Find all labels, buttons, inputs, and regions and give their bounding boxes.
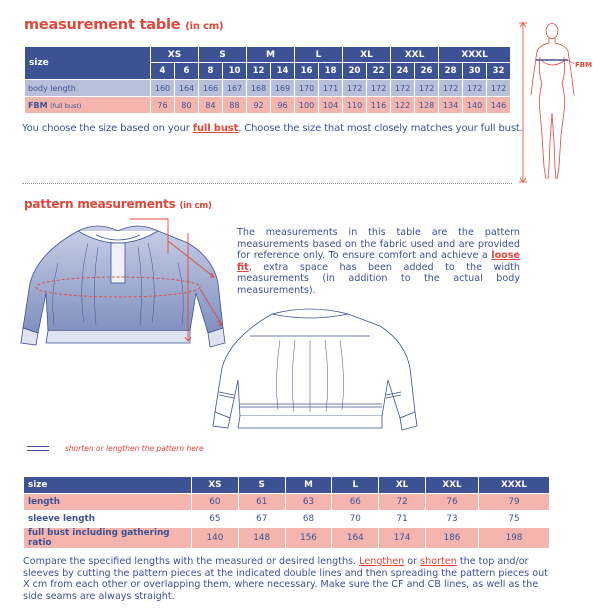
- pattern-value-cell: 148: [238, 528, 285, 549]
- size-column-header: S: [238, 477, 285, 494]
- body-length-cell: 160: [151, 80, 175, 97]
- pattern-value-cell: 65: [192, 511, 239, 528]
- fbm-cell: 104: [319, 97, 343, 114]
- measurement-table: [24, 46, 511, 114]
- shorten-link[interactable]: shorten: [420, 556, 457, 567]
- pattern-value-cell: 198: [479, 528, 550, 549]
- size-number: 24: [391, 63, 415, 80]
- pattern-value-cell: 186: [425, 528, 478, 549]
- body-length-cell: 172: [463, 80, 487, 97]
- body-length-cell: 172: [487, 80, 511, 97]
- size-number: 18: [319, 63, 343, 80]
- fbm-cell: 128: [415, 97, 439, 114]
- pattern-value-cell: 68: [285, 511, 332, 528]
- body-length-cell: 172: [439, 80, 463, 97]
- size-number: 26: [415, 63, 439, 80]
- double-lines-icon: [27, 446, 49, 451]
- row-label-fbm: FBM (full bust): [25, 97, 151, 114]
- pattern-value-cell: 76: [425, 494, 478, 511]
- body-length-cell: 164: [175, 80, 199, 97]
- size-number: 4: [151, 63, 175, 80]
- size-number: 32: [487, 63, 511, 80]
- full-bust-link[interactable]: full bust: [192, 123, 239, 134]
- pattern-value-cell: 174: [379, 528, 426, 549]
- body-length-cell: 172: [367, 80, 391, 97]
- row-label-length: length: [24, 494, 192, 511]
- pattern-value-cell: 61: [238, 494, 285, 511]
- front-garment-illustration: [18, 213, 233, 353]
- pattern-description: The measurements in this table are the pattern measurements based on the fabric used and are provided for reference only. To ensure comfort and achieve a loose fit, extra space has been added to the width measurements (in addition to the actual body measurements).: [237, 227, 520, 296]
- fbm-cell: 84: [199, 97, 223, 114]
- fbm-cell: 122: [391, 97, 415, 114]
- pattern-value-cell: 71: [379, 511, 426, 528]
- body-length-cell: 172: [391, 80, 415, 97]
- pattern-value-cell: 156: [285, 528, 332, 549]
- body-length-cell: 172: [415, 80, 439, 97]
- fbm-cell: 92: [247, 97, 271, 114]
- row-label-body-length: body length: [25, 80, 151, 97]
- row-label-sleeve-length: sleeve length: [24, 511, 192, 528]
- fbm-cell: 88: [223, 97, 247, 114]
- size-number: 16: [295, 63, 319, 80]
- size-column-header: XS: [192, 477, 239, 494]
- size-group: XXXL: [439, 47, 511, 63]
- size-number: 30: [463, 63, 487, 80]
- size-group: L: [295, 47, 343, 63]
- pattern-value-cell: 63: [285, 494, 332, 511]
- adjustment-note: Compare the specified lengths with the measured or desired lengths. Lengthen or shorten the top and/or sleeves by cutting the pattern pieces at the indicated double lines and then spreading the pattern pieces out X cm from each other or overlapping them, where necessary. Make sure the CF and CB lines, as well as the side seams are always straight.: [23, 556, 548, 602]
- pattern-value-cell: 67: [238, 511, 285, 528]
- measurement-table-title: measurement table (in cm): [24, 17, 224, 33]
- pattern-value-cell: 66: [332, 494, 379, 511]
- body-length-cell: 169: [271, 80, 295, 97]
- size-column-header: XXXL: [479, 477, 550, 494]
- row-label-full-bust: full bust including gathering ratio: [24, 528, 192, 549]
- loose-fit-link[interactable]: loose fit: [237, 250, 520, 273]
- size-number: 8: [199, 63, 223, 80]
- pattern-value-cell: 70: [332, 511, 379, 528]
- size-group: XL: [343, 47, 391, 63]
- body-length-cell: 172: [343, 80, 367, 97]
- fbm-cell: 110: [343, 97, 367, 114]
- size-group: M: [247, 47, 295, 63]
- body-length-cell: 170: [295, 80, 319, 97]
- pattern-value-cell: 140: [192, 528, 239, 549]
- size-group: XXL: [391, 47, 439, 63]
- size-column-header: M: [285, 477, 332, 494]
- fbm-cell: 96: [271, 97, 295, 114]
- pattern-value-cell: 75: [479, 511, 550, 528]
- fbm-cell: 80: [175, 97, 199, 114]
- size-column-header: XXL: [425, 477, 478, 494]
- size-column-header: L: [332, 477, 379, 494]
- body-figure-illustration: [518, 17, 598, 187]
- fbm-cell: 100: [295, 97, 319, 114]
- shorten-lengthen-legend: shorten or lengthen the pattern here: [27, 444, 204, 453]
- size-note: You choose the size based on your full bust. Choose the size that most closely matches your full bust.: [22, 123, 523, 134]
- size-group: S: [199, 47, 247, 63]
- fbm-cell: 76: [151, 97, 175, 114]
- size-number: 20: [343, 63, 367, 80]
- size-number: 28: [439, 63, 463, 80]
- body-length-cell: 167: [223, 80, 247, 97]
- pattern-measurements-table: [23, 476, 550, 549]
- size-header: size: [25, 47, 151, 80]
- pattern-measurements-title: pattern measurements (in cm): [24, 197, 212, 211]
- pattern-value-cell: 79: [479, 494, 550, 511]
- fbm-cell: 140: [463, 97, 487, 114]
- body-length-cell: 168: [247, 80, 271, 97]
- size-header: size: [24, 477, 192, 494]
- body-length-cell: 166: [199, 80, 223, 97]
- fbm-label: FBM: [575, 61, 593, 69]
- size-column-header: XL: [379, 477, 426, 494]
- fbm-cell: 116: [367, 97, 391, 114]
- size-number: 12: [247, 63, 271, 80]
- section-divider: [22, 183, 512, 184]
- pattern-value-cell: 60: [192, 494, 239, 511]
- size-number: 22: [367, 63, 391, 80]
- pattern-value-cell: 164: [332, 528, 379, 549]
- size-group: XS: [151, 47, 199, 63]
- pattern-value-cell: 72: [379, 494, 426, 511]
- fbm-cell: 134: [439, 97, 463, 114]
- pattern-value-cell: 73: [425, 511, 478, 528]
- size-number: 6: [175, 63, 199, 80]
- fbm-cell: 146: [487, 97, 511, 114]
- body-length-cell: 171: [319, 80, 343, 97]
- size-number: 14: [271, 63, 295, 80]
- size-number: 10: [223, 63, 247, 80]
- back-garment-illustration: [210, 300, 425, 440]
- lengthen-link[interactable]: Lengthen: [359, 556, 405, 567]
